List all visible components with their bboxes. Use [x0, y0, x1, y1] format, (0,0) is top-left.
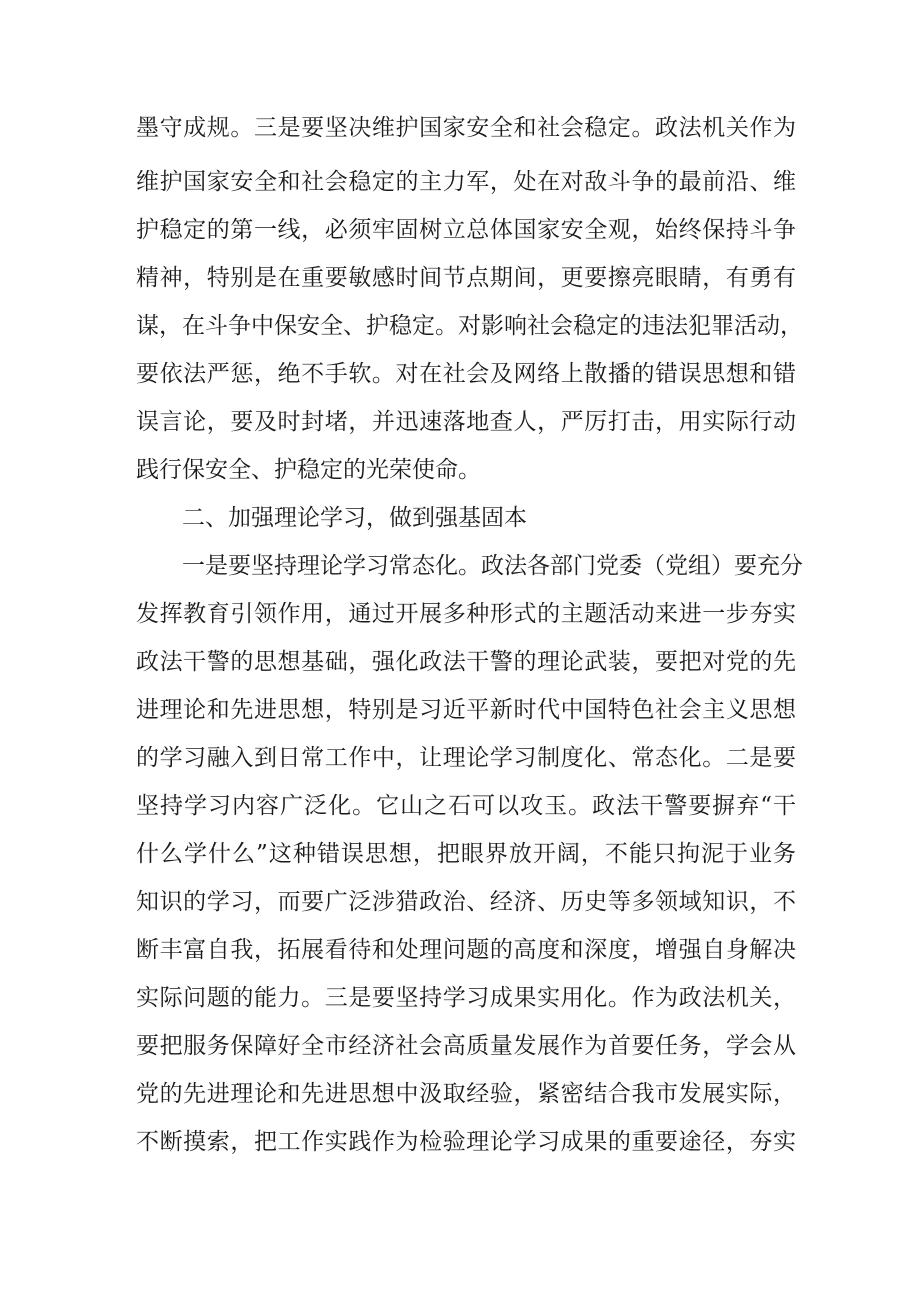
paragraph-line: 践行保安全、护稳定的光荣使命。: [136, 457, 481, 483]
paragraph-line: 什么学什么”这种错误思想，把眼界放开阔，不能只拘泥于业务: [136, 841, 796, 867]
paragraph-line: 知识的学习，而要广泛涉猎政治、经济、历史等多领域知识，不: [136, 889, 796, 915]
paragraph-line: 坚持学习内容广泛化。它山之石可以攻玉。政法干警要摒弃“干: [136, 793, 796, 819]
paragraph-line: 墨守成规。三是要坚决维护国家安全和社会稳定。政法机关作为: [136, 115, 796, 141]
paragraph-line: 发挥教育引领作用，通过开展多种形式的主题活动来进一步夯实: [136, 601, 796, 627]
paragraph-line: 断丰富自我，拓展看待和处理问题的高度和深度，增强自身解决: [136, 937, 796, 963]
section-heading: 二、加强理论学习，做到强基固本: [182, 505, 527, 531]
paragraph-line: 一是要坚持理论学习常态化。政法各部门党委（党组）要充分: [182, 553, 803, 579]
paragraph-line: 要把服务保障好全市经济社会高质量发展作为首要任务，学会从: [136, 1033, 796, 1059]
paragraph-line: 要依法严惩，绝不手软。对在社会及网络上散播的错误思想和错: [136, 361, 796, 387]
paragraph-line: 政法干警的思想基础，强化政法干警的理论武装，要把对党的先: [136, 649, 796, 675]
paragraph-line: 党的先进理论和先进思想中汲取经验，紧密结合我市发展实际，: [136, 1081, 796, 1107]
paragraph-line: 谋，在斗争中保安全、护稳定。对影响社会稳定的违法犯罪活动，: [136, 313, 803, 339]
paragraph-line: 进理论和先进思想，特别是习近平新时代中国特色社会主义思想: [136, 697, 796, 723]
paragraph-line: 的学习融入到日常工作中，让理论学习制度化、常态化。二是要: [136, 745, 796, 771]
paragraph-line: 精神，特别是在重要敏感时间节点期间，更要擦亮眼睛，有勇有: [136, 265, 796, 291]
paragraph-line: 护稳定的第一线，必须牢固树立总体国家安全观，始终保持斗争: [136, 217, 796, 243]
paragraph-line: 维护国家安全和社会稳定的主力军，处在对敌斗争的最前沿、维: [136, 169, 796, 195]
paragraph-line: 不断摸索，把工作实践作为检验理论学习成果的重要途径，夯实: [136, 1129, 796, 1155]
paragraph-line: 实际问题的能力。三是要坚持学习成果实用化。作为政法机关，: [136, 985, 796, 1011]
paragraph-line: 误言论，要及时封堵，并迅速落地查人，严厉打击，用实际行动: [136, 409, 796, 435]
